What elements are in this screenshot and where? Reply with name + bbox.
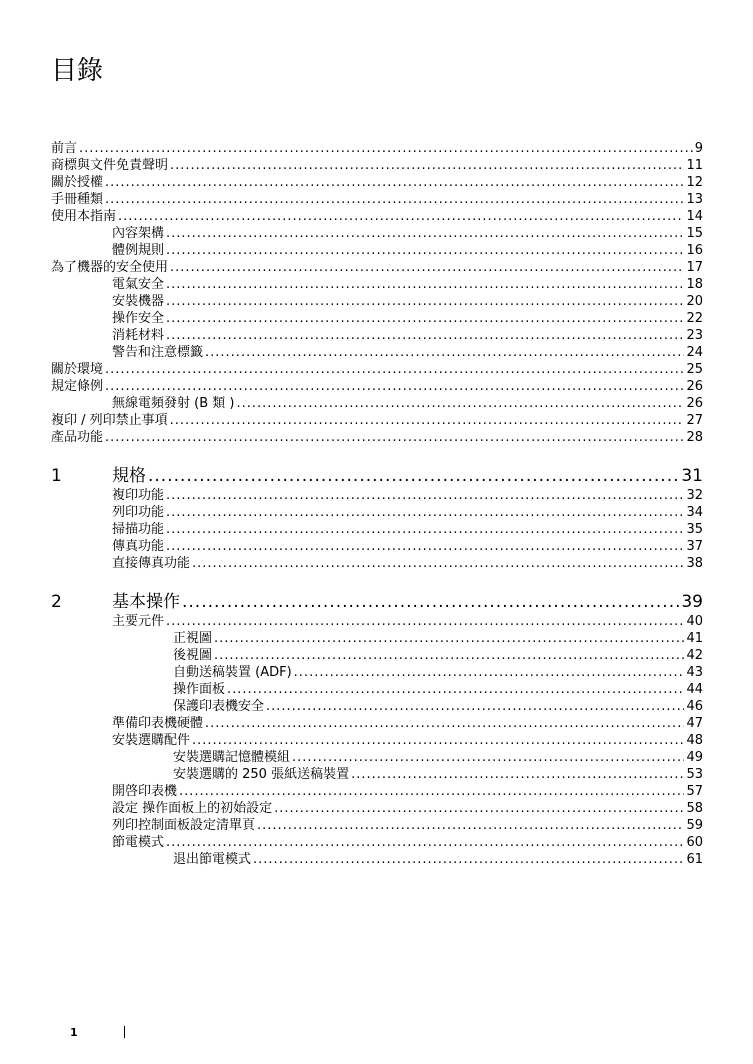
toc-leader-dots bbox=[179, 783, 684, 800]
toc-leader-dots bbox=[257, 817, 684, 834]
toc-entry-page: 37 bbox=[686, 539, 703, 554]
toc-entry[interactable] bbox=[51, 412, 703, 429]
toc-entry-page: 60 bbox=[686, 835, 703, 850]
toc-entry-title: 傳真功能 bbox=[112, 539, 165, 554]
toc-leader-dots bbox=[214, 647, 684, 664]
toc-entry-title: 準備印表機硬體 bbox=[112, 716, 204, 731]
toc-entry-title: 體例規則 bbox=[112, 243, 165, 258]
toc-entry[interactable] bbox=[51, 732, 703, 749]
toc-entry-page: 18 bbox=[686, 277, 703, 292]
toc-entry-title: 手冊種類 bbox=[51, 192, 104, 207]
toc-entry-title: 商標與文件免責聲明 bbox=[51, 158, 169, 173]
toc-entry-title: 安裝選購的 250 張紙送稿裝置 bbox=[173, 767, 350, 782]
toc-leader-dots bbox=[170, 259, 684, 276]
toc-entry-page: 48 bbox=[686, 733, 703, 748]
toc-entry[interactable] bbox=[51, 504, 703, 521]
toc-entry-title: 消耗材料 bbox=[112, 328, 165, 343]
toc-entry[interactable] bbox=[51, 259, 703, 276]
toc-entry[interactable] bbox=[51, 851, 703, 868]
chapter-page: 31 bbox=[681, 466, 703, 486]
footer-divider bbox=[124, 1026, 125, 1038]
toc-leader-dots bbox=[166, 504, 684, 521]
toc-entry-page: 28 bbox=[686, 430, 703, 445]
toc-entry-page: 17 bbox=[686, 260, 703, 275]
toc-entry-title: 直接傳真功能 bbox=[112, 556, 191, 571]
toc-entry-page: 24 bbox=[686, 345, 703, 360]
toc-leader-dots bbox=[166, 327, 684, 344]
toc-entry-title: 使用本指南 bbox=[51, 209, 117, 224]
toc-entry[interactable] bbox=[51, 613, 703, 630]
toc-entry-title: 掃描功能 bbox=[112, 522, 165, 537]
toc-leader-dots bbox=[192, 555, 684, 572]
toc-entry[interactable] bbox=[51, 647, 703, 664]
toc-entry-page: 34 bbox=[686, 505, 703, 520]
toc-entry-page: 22 bbox=[686, 311, 703, 326]
toc-leader-dots bbox=[182, 591, 679, 613]
toc-entry-page: 57 bbox=[686, 784, 703, 799]
toc-entry-page: 12 bbox=[686, 175, 703, 190]
toc-leader-dots bbox=[292, 749, 684, 766]
chapter-page: 39 bbox=[681, 592, 703, 612]
toc-entry-title: 後視圖 bbox=[173, 648, 213, 663]
toc-entry-title: 安裝機器 bbox=[112, 294, 165, 309]
toc-entry-title: 電氣安全 bbox=[112, 277, 165, 292]
toc-entry-title: 關於授權 bbox=[51, 175, 104, 190]
toc-entry[interactable] bbox=[51, 157, 703, 174]
toc-entry-title: 產品功能 bbox=[51, 430, 104, 445]
toc-leader-dots bbox=[166, 276, 684, 293]
toc-entry-title: 列印功能 bbox=[112, 505, 165, 520]
toc-entry-page: 23 bbox=[686, 328, 703, 343]
toc-entry[interactable] bbox=[51, 834, 703, 851]
toc-entry[interactable] bbox=[51, 395, 703, 412]
toc-leader-dots bbox=[253, 851, 684, 868]
toc-leader-dots bbox=[166, 538, 684, 555]
toc-entry-title: 複印 / 列印禁止事項 bbox=[51, 413, 168, 428]
toc-entry-title: 前言 bbox=[51, 141, 78, 156]
chapter-title: 基本操作 bbox=[112, 592, 180, 612]
toc-entry-page: 27 bbox=[686, 413, 703, 428]
toc-entry[interactable] bbox=[51, 749, 703, 766]
toc-entry-title: 為了機器的安全使用 bbox=[51, 260, 169, 275]
toc-entry[interactable] bbox=[51, 538, 703, 555]
toc-entry-title: 正視圖 bbox=[173, 631, 213, 646]
toc-entry-title: 關於環境 bbox=[51, 362, 104, 377]
toc-entry-page: 20 bbox=[686, 294, 703, 309]
toc-entry[interactable] bbox=[51, 487, 703, 504]
toc-entry[interactable] bbox=[51, 327, 703, 344]
toc-leader-dots bbox=[274, 800, 684, 817]
toc-leader-dots bbox=[166, 225, 684, 242]
toc-entry-title: 設定 操作面板上的初始設定 bbox=[112, 801, 273, 816]
toc-entry-title: 開啓印表機 bbox=[112, 784, 178, 799]
toc-entry[interactable] bbox=[51, 664, 703, 681]
toc-entry-title: 無線電頻發射 (B 類 ) bbox=[112, 396, 235, 411]
toc-entry-page: 38 bbox=[686, 556, 703, 571]
chapter-title: 規格 bbox=[112, 466, 146, 486]
toc-leader-dots bbox=[105, 429, 684, 446]
toc-entry-title: 複印功能 bbox=[112, 488, 165, 503]
toc-leader-dots bbox=[170, 412, 685, 429]
toc-chapter-heading[interactable] bbox=[51, 591, 703, 613]
toc-entry-page: 58 bbox=[686, 801, 703, 816]
toc-entry[interactable] bbox=[51, 800, 703, 817]
toc-entry[interactable] bbox=[51, 191, 703, 208]
toc-entry-page: 16 bbox=[686, 243, 703, 258]
toc-entry-title: 內容架構 bbox=[112, 226, 165, 241]
toc-leader-dots bbox=[166, 293, 684, 310]
toc-entry-page: 42 bbox=[686, 648, 703, 663]
toc-entry[interactable] bbox=[51, 630, 703, 647]
toc-entry[interactable] bbox=[51, 174, 703, 191]
toc-entry-page: 26 bbox=[686, 396, 703, 411]
toc-entry-page: 59 bbox=[686, 818, 703, 833]
toc-entry-page: 41 bbox=[686, 631, 703, 646]
toc-entry[interactable] bbox=[51, 817, 703, 834]
toc-entry-page: 25 bbox=[686, 362, 703, 377]
toc-entry[interactable] bbox=[51, 276, 703, 293]
toc-entry-title: 安裝選購記憶體模組 bbox=[173, 750, 291, 765]
chapter-number: 2 bbox=[51, 592, 62, 612]
toc-entry-page: 35 bbox=[686, 522, 703, 537]
toc-entry-title: 保護印表機安全 bbox=[173, 699, 265, 714]
toc-entry[interactable] bbox=[51, 361, 703, 378]
toc-entry[interactable] bbox=[51, 521, 703, 538]
toc-entry[interactable] bbox=[51, 715, 703, 732]
toc-leader-dots bbox=[205, 344, 684, 361]
toc-entry[interactable] bbox=[51, 208, 703, 225]
toc-leader-dots bbox=[79, 140, 693, 157]
table-of-contents bbox=[51, 140, 703, 868]
toc-entry-title: 安裝選購配件 bbox=[112, 733, 191, 748]
toc-entry-page: 9 bbox=[694, 141, 703, 156]
toc-entry[interactable] bbox=[51, 429, 703, 446]
toc-entry-page: 32 bbox=[686, 488, 703, 503]
toc-entry[interactable] bbox=[51, 344, 703, 361]
toc-entry-page: 26 bbox=[686, 379, 703, 394]
toc-leader-dots bbox=[170, 157, 684, 174]
toc-leader-dots bbox=[214, 630, 684, 647]
toc-entry-page: 46 bbox=[686, 699, 703, 714]
toc-entry-page: 47 bbox=[686, 716, 703, 731]
toc-entry-page: 43 bbox=[686, 665, 703, 680]
toc-leader-dots bbox=[105, 361, 684, 378]
toc-leader-dots bbox=[294, 664, 685, 681]
toc-entry-page: 53 bbox=[686, 767, 703, 782]
chapter-number: 1 bbox=[51, 466, 62, 486]
toc-entry[interactable] bbox=[51, 242, 703, 259]
toc-entry-title: 列印控制面板設定清單頁 bbox=[112, 818, 256, 833]
toc-leader-dots bbox=[118, 208, 684, 225]
toc-entry-title: 操作面板 bbox=[173, 682, 226, 697]
toc-leader-dots bbox=[148, 465, 679, 487]
toc-entry-page: 40 bbox=[686, 614, 703, 629]
toc-entry-title: 操作安全 bbox=[112, 311, 165, 326]
toc-entry-title: 退出節電模式 bbox=[173, 852, 252, 867]
toc-entry-title: 自動送稿裝置 (ADF) bbox=[173, 665, 292, 680]
toc-leader-dots bbox=[166, 487, 684, 504]
toc-entry[interactable] bbox=[51, 378, 703, 395]
toc-leader-dots bbox=[105, 174, 684, 191]
toc-entry[interactable] bbox=[51, 783, 703, 800]
toc-entry-page: 61 bbox=[686, 852, 703, 867]
toc-leader-dots bbox=[227, 681, 684, 698]
toc-entry-title: 節電模式 bbox=[112, 835, 165, 850]
toc-leader-dots bbox=[166, 310, 684, 327]
toc-leader-dots bbox=[166, 834, 684, 851]
toc-entry[interactable] bbox=[51, 681, 703, 698]
toc-leader-dots bbox=[166, 521, 684, 538]
toc-leader-dots bbox=[166, 242, 684, 259]
toc-entry-page: 49 bbox=[686, 750, 703, 765]
toc-entry[interactable] bbox=[51, 698, 703, 715]
toc-leader-dots bbox=[266, 698, 684, 715]
page-title: 目錄 bbox=[51, 56, 104, 86]
toc-entry-title: 規定條例 bbox=[51, 379, 104, 394]
footer-page-number: 1 bbox=[70, 1026, 78, 1039]
toc-entry[interactable] bbox=[51, 766, 703, 783]
toc-entry-page: 44 bbox=[686, 682, 703, 697]
toc-leader-dots bbox=[351, 766, 684, 783]
toc-leader-dots bbox=[105, 191, 684, 208]
toc-leader-dots bbox=[192, 732, 684, 749]
toc-leader-dots bbox=[166, 613, 684, 630]
toc-entry[interactable] bbox=[51, 555, 703, 572]
toc-entry-page: 15 bbox=[686, 226, 703, 241]
toc-entry[interactable] bbox=[51, 140, 703, 157]
toc-leader-dots bbox=[205, 715, 684, 732]
toc-chapter-heading[interactable] bbox=[51, 465, 703, 487]
toc-entry[interactable] bbox=[51, 225, 703, 242]
toc-entry[interactable] bbox=[51, 293, 703, 310]
toc-entry[interactable] bbox=[51, 310, 703, 327]
toc-entry-page: 14 bbox=[686, 209, 703, 224]
toc-entry-page: 11 bbox=[686, 158, 703, 173]
toc-leader-dots bbox=[105, 378, 684, 395]
toc-leader-dots bbox=[236, 395, 684, 412]
toc-entry-title: 主要元件 bbox=[112, 614, 165, 629]
toc-entry-title: 警告和注意標籤 bbox=[112, 345, 204, 360]
toc-entry-page: 13 bbox=[686, 192, 703, 207]
